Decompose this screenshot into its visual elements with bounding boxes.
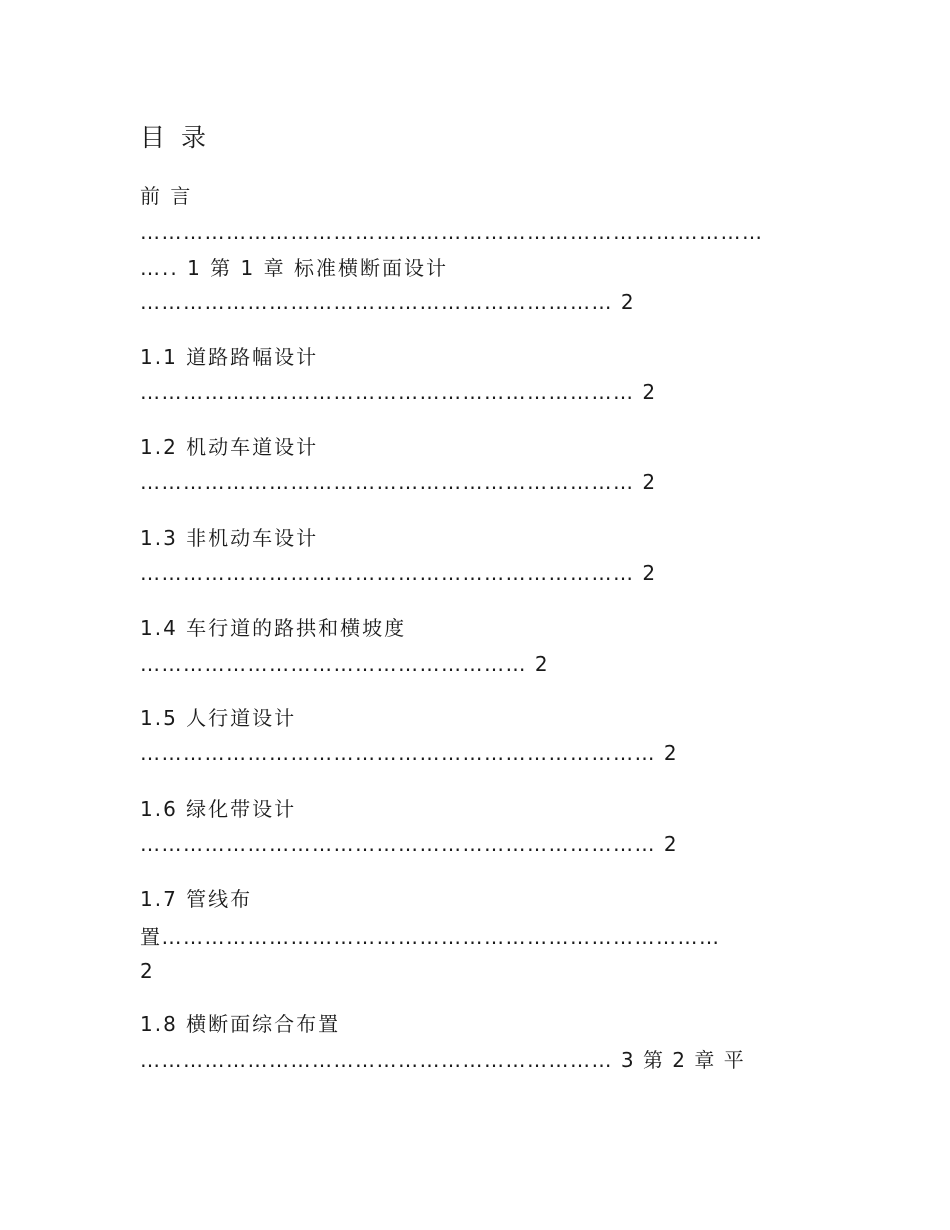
toc-line-dots-page: ……………………………………………………………… 2 [140,832,679,856]
toc-title: 目 录 [140,123,210,152]
toc-line-1-4: 1.4 车行道的路拱和横坡度 [140,616,407,640]
toc-line-1-5: 1.5 人行道设计 [140,706,297,730]
toc-line-1-8: 1.8 横断面综合布置 [140,1012,341,1036]
toc-line-dots-page: …………………………………………………………… 2 [140,470,657,494]
toc-line-1-6: 1.6 绿化带设计 [140,797,297,821]
toc-line-dots-page: ………………………………………………………… 3 第 2 章 平 [140,1048,746,1072]
toc-line-dots: 置…………………………………………………………………… [140,925,721,949]
toc-line-1-2: 1.2 机动车道设计 [140,435,319,459]
toc-line-dots-page: …………………………………………………………… 2 [140,561,657,585]
toc-line-dots-page: …………………………………………………………… 2 [140,380,657,404]
toc-line-dots-page: ……………………………………………… 2 [140,652,550,676]
toc-line-chapter-1: ….. 1 第 1 章 标准横断面设计 [140,256,448,280]
toc-line-1-1: 1.1 道路路幅设计 [140,345,319,369]
toc-line-1-7: 1.7 管线布 [140,887,253,911]
toc-line-dots: …………………………………………………………………………… [140,220,764,244]
toc-line-dots-page: ………………………………………………………… 2 [140,290,636,314]
toc-line-1-3: 1.3 非机动车设计 [140,526,319,550]
toc-line-preface: 前 言 [140,184,193,208]
toc-line-dots-page: ……………………………………………………………… 2 [140,741,679,765]
toc-line-page-number: 2 [140,959,155,983]
